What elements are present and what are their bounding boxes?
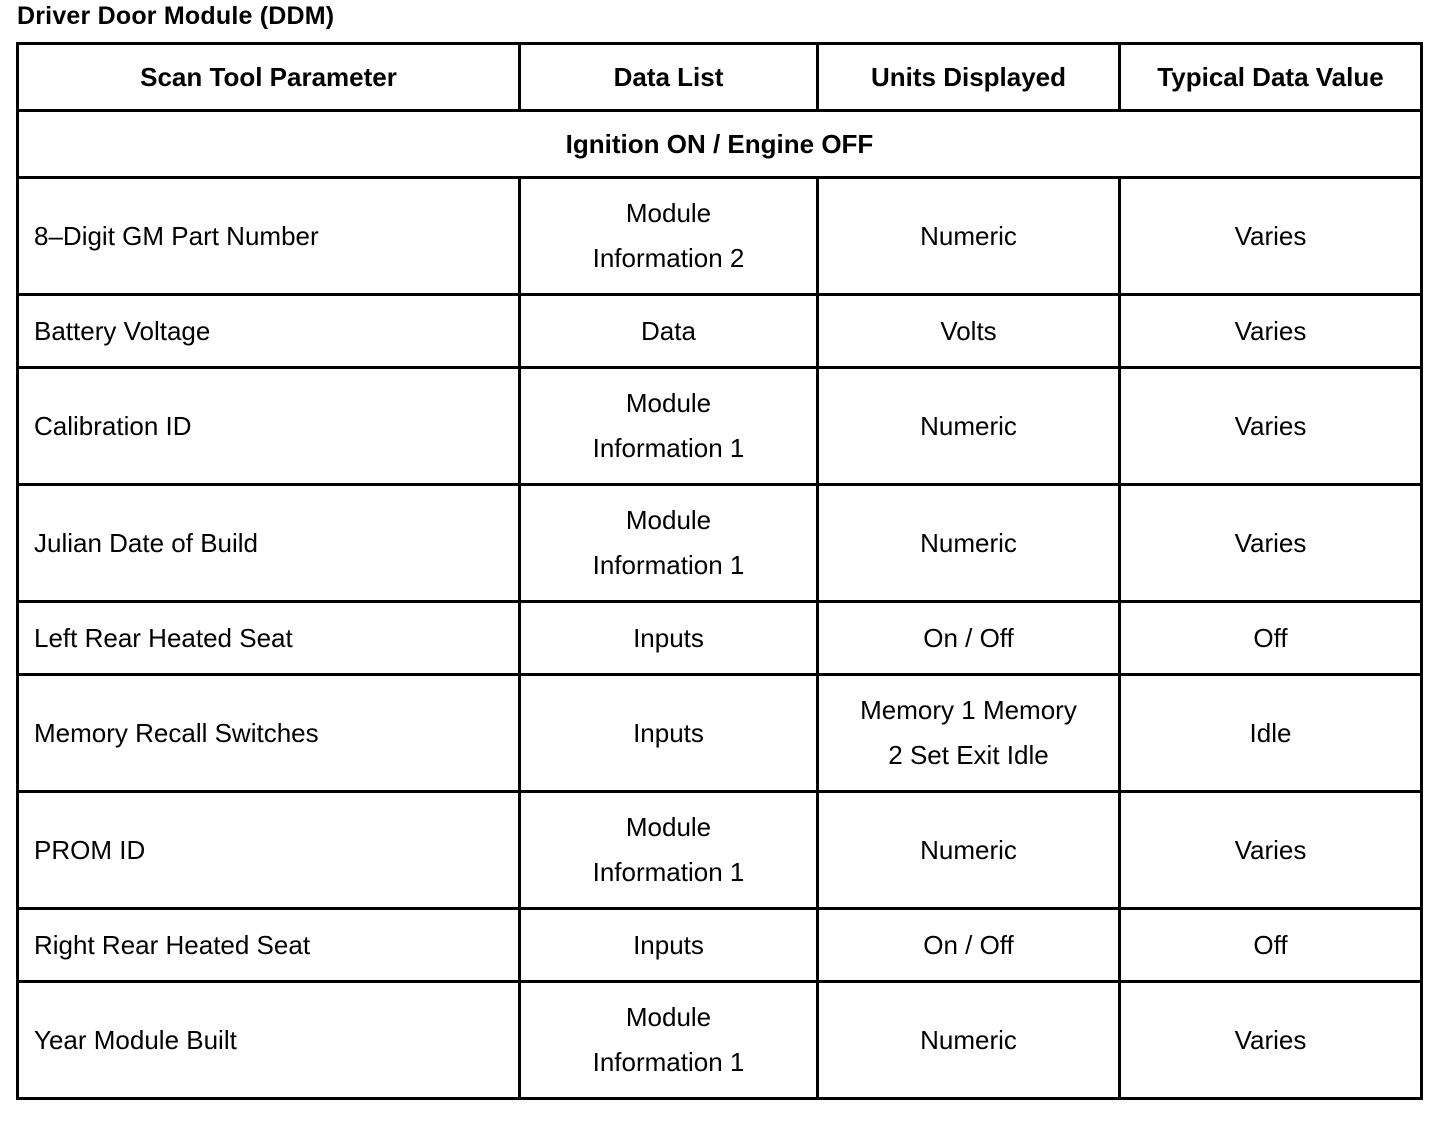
header-data-list: Data List [520, 44, 818, 111]
units-cell [818, 909, 1120, 982]
units-cell-line: Numeric [920, 1024, 1017, 1055]
data-list-cell-line: Module [625, 198, 712, 228]
units-cell-line: On / Off [923, 622, 1014, 653]
table-row [18, 982, 1422, 1099]
data-list-cell-line: Information 1 [592, 1047, 745, 1077]
section-label: Ignition ON / Engine OFF [18, 111, 1422, 178]
data-list-cell [520, 909, 818, 982]
units-cell-line: Numeric [920, 220, 1017, 251]
table-row [18, 368, 1422, 485]
data-list-cell [520, 368, 818, 485]
document-title: Driver Door Module (DDM) [17, 2, 335, 30]
units-cell [818, 602, 1120, 675]
units-cell-line: Numeric [920, 834, 1017, 865]
typical-value-cell: Off [1120, 909, 1422, 982]
data-list-cell [520, 178, 818, 295]
data-list-cell-line: Information 1 [592, 857, 745, 887]
units-cell [818, 675, 1120, 792]
typical-value-cell: Idle [1120, 675, 1422, 792]
typical-value-cell: Varies [1120, 178, 1422, 295]
units-cell [818, 368, 1120, 485]
parameter-cell: 8–Digit GM Part Number [18, 178, 520, 295]
header-units-displayed: Units Displayed [818, 44, 1120, 111]
data-list-cell-text [633, 616, 704, 661]
typical-value-cell: Varies [1120, 982, 1422, 1099]
units-cell-text [920, 521, 1017, 566]
units-cell-text [920, 404, 1017, 449]
data-list-cell [520, 982, 818, 1099]
units-cell [818, 178, 1120, 295]
units-cell [818, 982, 1120, 1099]
header-scan-tool-parameter: Scan Tool Parameter [18, 44, 520, 111]
section-row [18, 111, 1422, 178]
data-list-cell-line: Information 2 [592, 243, 745, 273]
data-list-cell-text [633, 923, 704, 968]
data-list-cell [520, 675, 818, 792]
table-row [18, 792, 1422, 909]
typical-value-cell: Varies [1120, 295, 1422, 368]
table-header-row [18, 44, 1422, 111]
units-cell [818, 792, 1120, 909]
data-list-cell [520, 602, 818, 675]
table-row [18, 485, 1422, 602]
typical-value-cell: Varies [1120, 485, 1422, 602]
parameter-cell: Julian Date of Build [18, 485, 520, 602]
data-list-cell-line: Inputs [633, 622, 704, 653]
data-list-cell-text [633, 711, 704, 756]
data-list-cell-text [593, 805, 745, 895]
table-row [18, 909, 1422, 982]
parameter-cell: Battery Voltage [18, 295, 520, 368]
parameter-cell: Memory Recall Switches [18, 675, 520, 792]
units-cell-text [940, 309, 996, 354]
data-list-cell [520, 792, 818, 909]
data-list-cell-text [593, 381, 745, 471]
units-cell-line: On / Off [923, 929, 1014, 960]
units-cell-text [920, 1018, 1017, 1063]
data-list-cell-line: Module [625, 1002, 712, 1032]
units-cell-line: Numeric [920, 527, 1017, 558]
units-cell-line: Memory 1 Memory [860, 695, 1077, 725]
data-list-cell-text [641, 309, 696, 354]
units-cell-text [923, 616, 1014, 661]
table-row [18, 675, 1422, 792]
table-row [18, 602, 1422, 675]
scan-tool-parameter-table [16, 42, 1423, 1100]
parameter-cell: Left Rear Heated Seat [18, 602, 520, 675]
data-list-cell-line: Information 1 [592, 550, 745, 580]
units-cell-text [920, 214, 1017, 259]
data-list-cell-line: Module [625, 505, 712, 535]
data-list-cell-line: Module [625, 388, 712, 418]
data-list-cell-text [593, 995, 745, 1085]
header-typical-data-value: Typical Data Value [1120, 44, 1422, 111]
typical-value-cell: Varies [1120, 792, 1422, 909]
units-cell-text [923, 923, 1014, 968]
data-list-cell-line: Inputs [633, 717, 704, 748]
table-row [18, 178, 1422, 295]
parameter-cell: PROM ID [18, 792, 520, 909]
units-cell-line: 2 Set Exit Idle [888, 740, 1049, 770]
units-cell [818, 485, 1120, 602]
data-list-cell [520, 485, 818, 602]
table-row [18, 295, 1422, 368]
units-cell-text [920, 828, 1017, 873]
data-list-cell-text [593, 498, 745, 588]
data-list-cell [520, 295, 818, 368]
parameter-cell: Year Module Built [18, 982, 520, 1099]
parameter-cell: Calibration ID [18, 368, 520, 485]
parameter-cell: Right Rear Heated Seat [18, 909, 520, 982]
units-cell [818, 295, 1120, 368]
units-cell-line: Numeric [920, 410, 1017, 441]
typical-value-cell: Varies [1120, 368, 1422, 485]
data-list-cell-line: Information 1 [592, 433, 745, 463]
units-cell-line: Volts [940, 315, 997, 346]
data-list-cell-line: Inputs [633, 929, 704, 960]
units-cell-text [860, 688, 1077, 778]
data-list-cell-line: Module [625, 812, 712, 842]
data-list-cell-line: Data [641, 315, 696, 346]
typical-value-cell: Off [1120, 602, 1422, 675]
data-list-cell-text [593, 191, 745, 281]
